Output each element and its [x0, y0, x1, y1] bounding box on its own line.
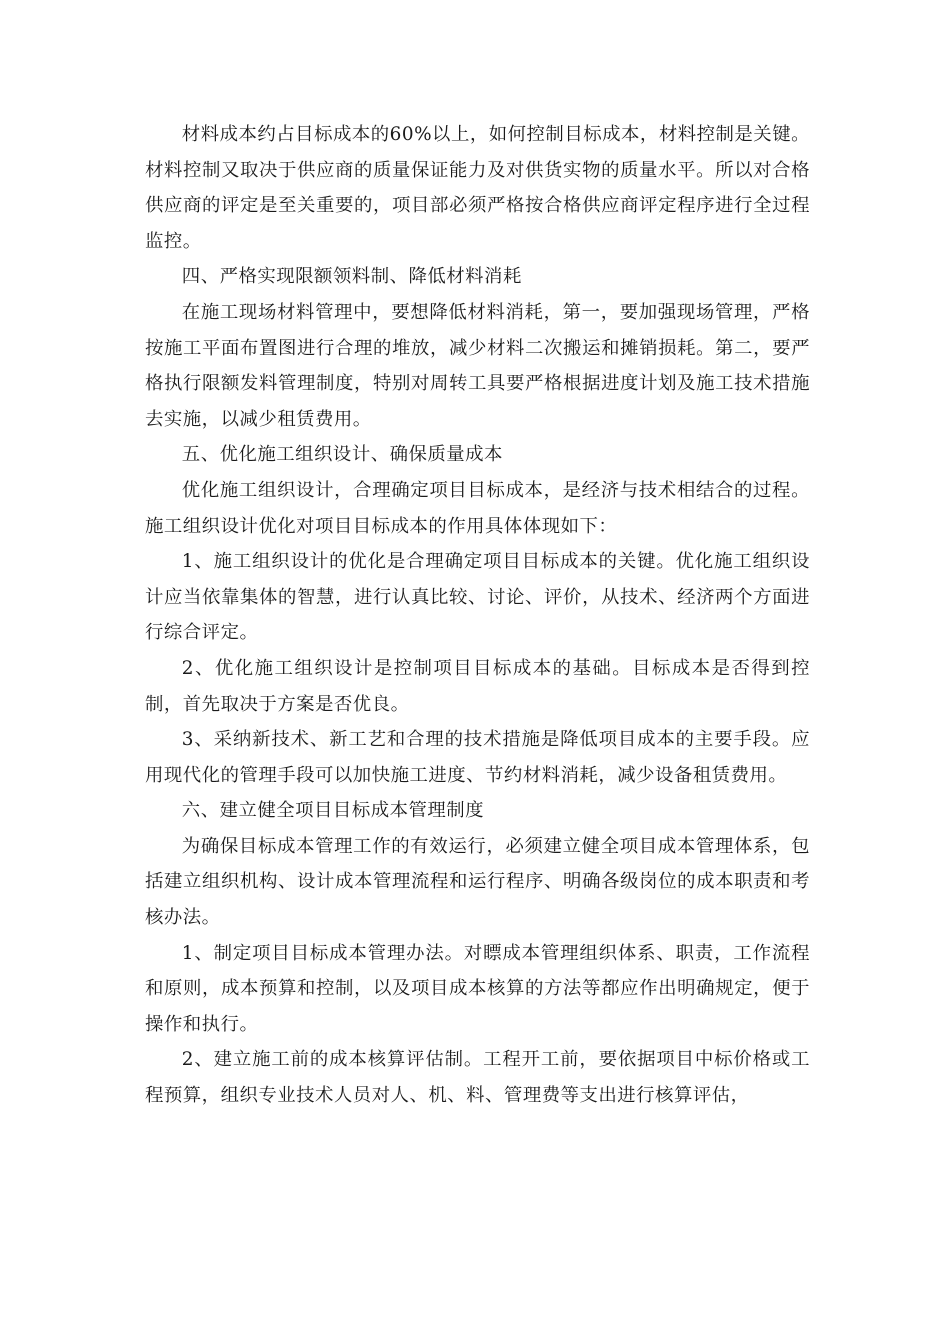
paragraph-site-material-management: 在施工现场材料管理中，要想降低材料消耗，第一，要加强现场管理，严格按施工平面布置图进行合理的堆放，减少材料二次搬运和摊销损耗。第二，要严格执行限额发料管理制度，特别对周转工具要严格根据进度计划及施工技术措施去实施，以减少租赁费用。: [145, 301, 810, 430]
section-heading-6: 六、建立健全项目目标成本管理制度: [181, 800, 485, 822]
paragraph-material-cost: 材料成本约占目标成本的60%以上，如何控制目标成本，材料控制是关键。材料控制又取决于供应商的质量保证能力及对供货实物的质量水平。所以对合格供应商的评定是至关重要的，项目部必须严格按合格供应商评定程序进行全过程监控。: [145, 124, 810, 252]
paragraph-management-system: 为确保目标成本管理工作的有效运行，必须建立健全项目成本管理体系，包括建立组织机构、设计成本管理流程和运行程序、明确各级岗位的成本职责和考核办法。: [145, 835, 810, 929]
paragraph-optimize-design: 优化施工组织设计，合理确定项目目标成本，是经济与技术相结合的过程。施工组织设计优化对项目目标成本的作用具体体现如下：: [145, 479, 810, 537]
list-item-5-2: 2、优化施工组织设计是控制项目目标成本的基础。目标成本是否得到控制，首先取决于方案是否优良。: [145, 657, 810, 715]
section-heading-4: 四、严格实现限额领料制、降低材料消耗: [181, 266, 522, 288]
document-body: [145, 117, 810, 1114]
list-item-6-2: 2、建立施工前的成本核算评估制。工程开工前，要依据项目中标价格或工程预算，组织专业技术人员对人、机、料、管理费等支出进行核算评估，: [145, 1049, 810, 1107]
list-item-6-1: 1、制定项目目标成本管理办法。对瞟成本管理组织体系、职责，工作流程和原则，成本预算和控制，以及项目成本核算的方法等都应作出明确规定，便于操作和执行。: [145, 942, 810, 1035]
section-heading-5: 五、优化施工组织设计、确保质量成本: [181, 444, 503, 466]
list-item-5-1: 1、施工组织设计的优化是合理确定项目目标成本的关键。优化施工组织设计应当依靠集体的智慧，进行认真比较、讨论、评价，从技术、经济两个方面进行综合评定。: [145, 551, 810, 644]
list-item-5-3: 3、采纳新技术、新工艺和合理的技术措施是降低项目成本的主要手段。应用现代化的管理手段可以加快施工进度、节约材料消耗，减少设备租赁费用。: [145, 729, 810, 786]
